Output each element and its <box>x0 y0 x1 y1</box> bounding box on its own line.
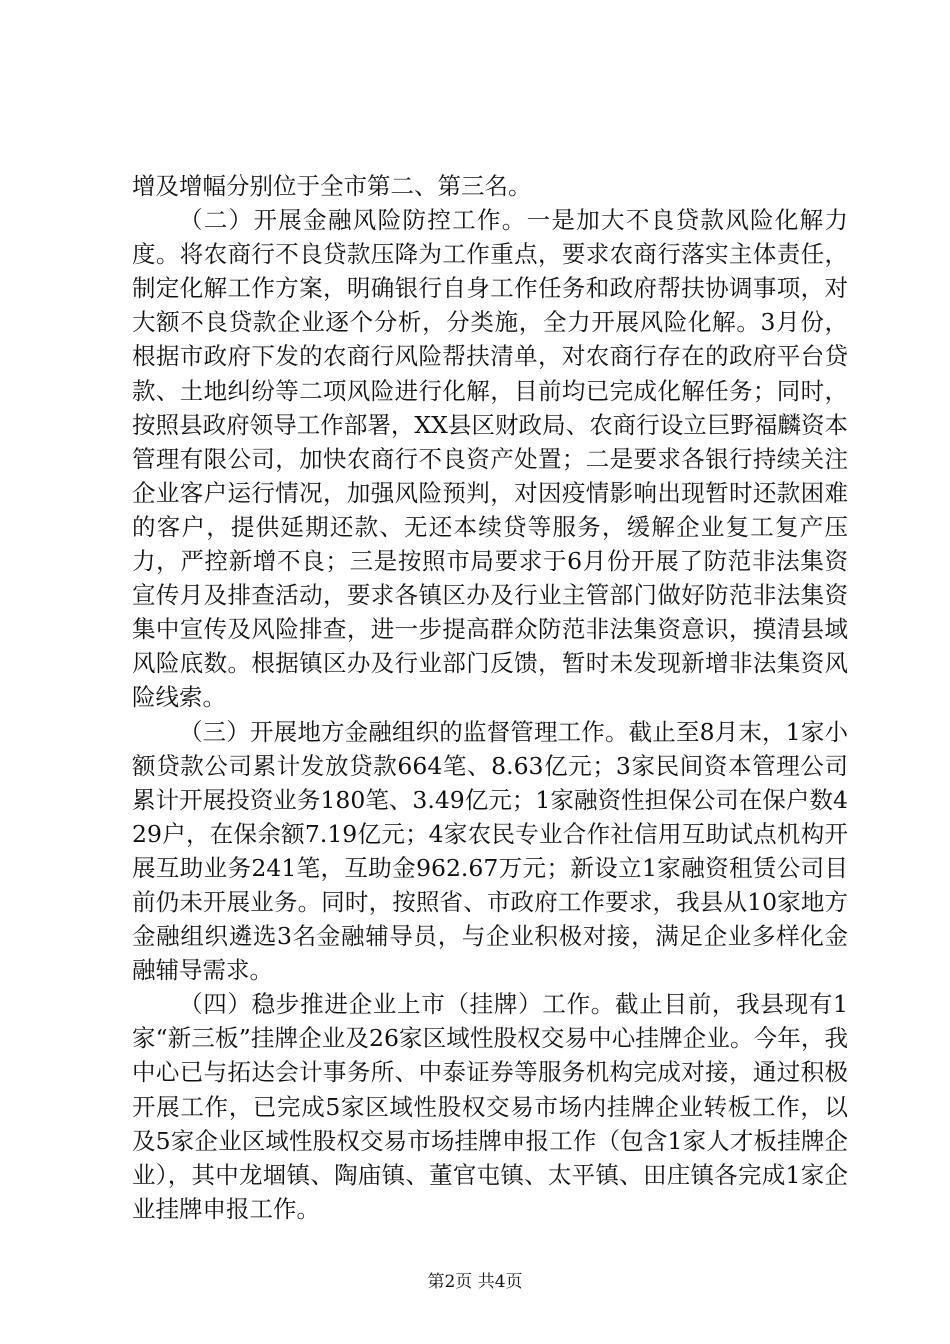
paragraph-continuation: 增及增幅分别位于全市第二、第三名。 <box>132 172 532 200</box>
document-body <box>132 169 848 1226</box>
paragraph-local-finance-supervision: （三）开展地方金融组织的监督管理工作。截止至8月末，1家小额贷款公司累计发放贷款664笔、8.63亿元；3家民间资本管理公司累计开展投资业务180笔、3.49亿元；1家融资性担保公司在保户数429户，在保余额7.19亿元；4家农民专业合作社信用互助试点机构开展互助业务241笔，互助金962.67万元；新设立1家融资租赁公司目前仍未开展业务。同时，按照省、市政府工作要求，我县从10家地方金融组织遴选3名金融辅导员，与企业积极对接，满足企业多样化金融辅导需求。 <box>132 717 848 985</box>
paragraph-enterprise-listing: （四）稳步推进企业上市（挂牌）工作。截止目前，我县现有1家“新三板”挂牌企业及26家区域性股权交易中心挂牌企业。今年，我中心已与拓达会计事务所、中泰证券等服务机构完成对接，通过积极开展工作，已完成5家区域性股权交易市场内挂牌企业转板工作，以及5家企业区域性股权交易市场挂牌申报工作（包含1家人才板挂牌企业），其中龙堌镇、陶庙镇、董官屯镇、太平镇、田庄镇各完成1家企业挂牌申报工作。 <box>132 990 848 1223</box>
paragraph-risk-control: （二）开展金融风险防控工作。一是加大不良贷款风险化解力度。将农商行不良贷款压降为工作重点，要求农商行落实主体责任，制定化解工作方案，明确银行自身工作任务和政府帮扶协调事项，对大额不良贷款企业逐个分析，分类施，全力开展风险化解。3月份，根据市政府下发的农商行风险帮扶清单，对农商行存在的政府平台贷款、土地纠纷等二项风险进行化解，目前均已完成化解任务；同时，按照县政府领导工作部署，XX县区财政局、农商行设立巨野福麟资本管理有限公司，加快农商行不良资产处置；二是要求各银行持续关注企业客户运行情况，加强风险预判，对因疫情影响出现暂时还款困难的客户，提供延期还款、无还本续贷等服务，缓解企业复工复产压力，严控新增不良；三是按照市局要求于6月份开展了防范非法集资宣传月及排查活动，要求各镇区办及行业主管部门做好防范非法集资集中宣传及风险排查，进一步提高群众防范非法集资意识，摸清县域风险底数。根据镇区办及行业部门反馈，暂时未发现新增非法集资风险线索。 <box>132 206 848 712</box>
page-number-footer: 第2页 共4页 <box>427 1272 523 1292</box>
